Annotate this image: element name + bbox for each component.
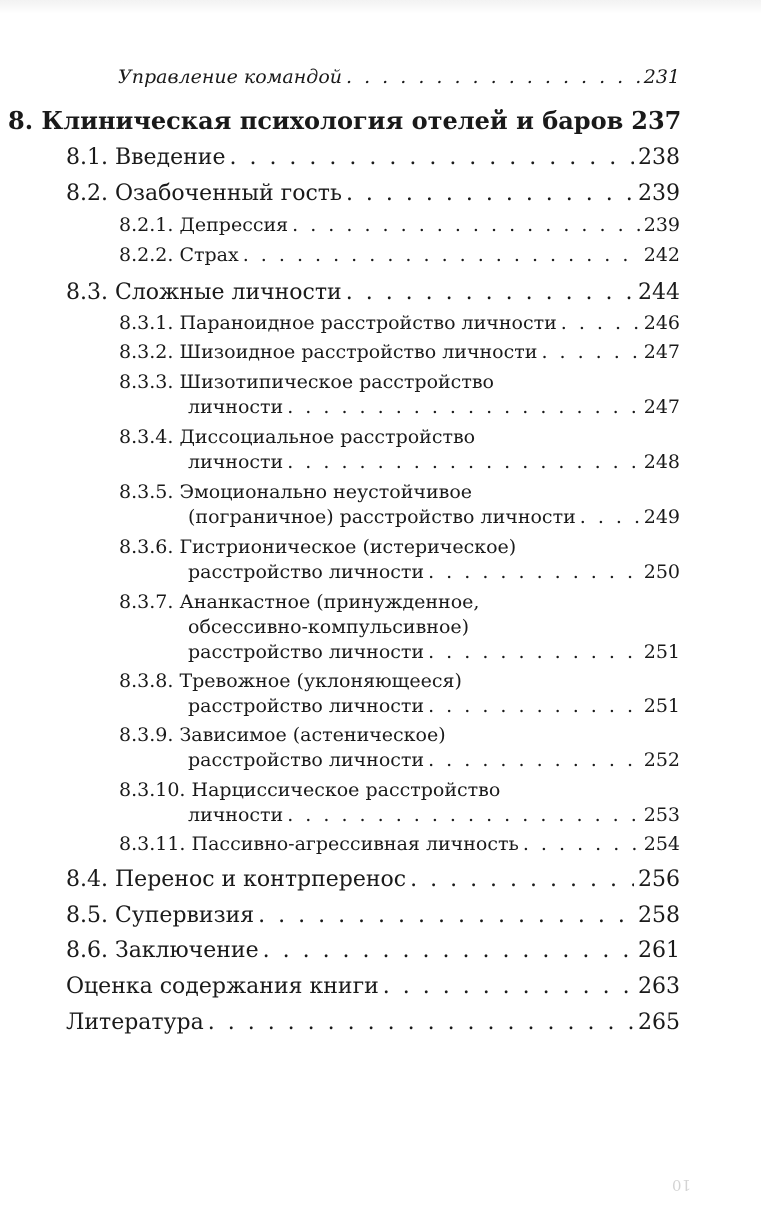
dot-leader [229,145,634,170]
dot-leader [428,641,640,663]
toc-title: Введение [114,145,226,170]
toc-entry-literature[interactable] [66,1010,680,1035]
page-number: 239 [643,214,680,236]
page-number: 247 [643,396,680,418]
section-number: 8.4. [66,867,108,892]
page-number: 246 [643,312,680,334]
dot-leader [383,974,634,999]
toc-title: Перенос и контрперенос [114,867,407,892]
toc-title: Озабоченный гость [114,181,342,206]
page-number: 261 [638,938,680,963]
section-number: 8.3.4. [119,426,174,448]
page-number: 237 [631,106,682,135]
page-number: 251 [643,695,680,717]
toc-entry-8-1[interactable] [66,145,680,170]
page-number: 249 [643,506,680,528]
page-number: 231 [643,66,680,88]
toc-title-line-2: расстройство личности [188,695,425,717]
page-number: 253 [643,804,680,826]
toc-entry-8-3-1[interactable] [119,312,680,334]
page-number: 244 [638,280,680,305]
toc-title-line-2: личности [188,451,284,473]
toc-title-line-2: расстройство личности [188,561,425,583]
toc-entry-8-3-3[interactable] [119,371,680,418]
toc-entry-8-3-8[interactable] [119,670,680,717]
toc-entry-8-6[interactable] [66,938,680,963]
dot-leader [428,695,640,717]
toc-title: Литература [66,1010,204,1035]
page-number: 242 [643,244,680,266]
toc-title-line-2: (пограничное) расстройство личности [188,506,576,528]
section-number: 8.3.5. [119,481,174,503]
toc-title-line-1: Шизотипическое расстройство [179,371,494,393]
toc-entry-8-3[interactable] [66,280,680,305]
section-number: 8.3.9. [119,724,174,746]
dot-leader [541,341,639,363]
page-number: 265 [638,1010,680,1035]
section-number: 8.3.10. [119,779,186,801]
section-number: 8.3.7. [119,591,174,613]
toc-entry-8-4[interactable] [66,867,680,892]
toc-entry-8-3-7[interactable] [119,591,680,663]
page-number: 248 [643,451,680,473]
section-number: 8.1. [66,145,108,170]
dot-leader [263,938,634,963]
bleed-through-page-mark: 10 [672,1176,692,1194]
toc-title-line-1: Нарциссическое расстройство [191,779,501,801]
toc-title-line-2: личности [188,804,284,826]
section-number: 8.2. [66,181,108,206]
toc-title: Супервизия [114,903,255,928]
section-number: 8.2.2. [119,244,174,266]
section-number: 8.5. [66,903,108,928]
page-number: 256 [638,867,680,892]
dot-leader [243,244,640,266]
toc-entry-8-3-4[interactable] [119,426,680,473]
toc-title-line-2: обсессивно-компульсивное) [188,616,470,638]
dot-leader [428,749,640,771]
dot-leader [208,1010,634,1035]
page-number: 250 [643,561,680,583]
page-number: 239 [638,181,680,206]
toc-title: 8. Клиническая психология отелей и баров [8,106,624,135]
dot-leader [292,214,640,236]
toc-title-line-3: расстройство личности [188,641,425,663]
dot-leader [287,451,640,473]
dot-leader [346,280,634,305]
page-number: 263 [638,974,680,999]
dot-leader [410,867,634,892]
section-number: 8.3.1. [119,312,174,334]
section-number: 8.3.3. [119,371,174,393]
toc-entry-8-3-10[interactable] [119,779,680,826]
dot-leader [258,903,634,928]
page-number: 258 [638,903,680,928]
toc-title: Сложные личности [114,280,342,305]
toc-title: Пассивно-агрессивная личность [191,833,519,855]
toc-title-line-1: Тревожное (уклоняющееся) [179,670,462,692]
toc-title: Страх [179,244,239,266]
page-number: 254 [643,833,680,855]
toc-title-line-1: Ананкастное (принужденное, [179,591,480,613]
dot-leader [523,833,640,855]
section-number: 8.2.1. [119,214,174,236]
section-number: 8.3.2. [119,341,174,363]
page-edge [0,0,761,14]
page-number: 238 [638,145,680,170]
dot-leader [346,66,640,88]
toc-entry-8-3-9[interactable] [119,724,680,771]
dot-leader [287,396,640,418]
toc-entry-8-3-2[interactable] [119,341,680,363]
page-number: 252 [643,749,680,771]
toc-title: Шизоидное расстройство личности [179,341,538,363]
toc-title: Депрессия [179,214,289,236]
toc-title-line-1: Эмоционально неустойчивое [179,481,473,503]
toc-entry-8-2-2[interactable] [119,244,680,266]
dot-leader [428,561,640,583]
toc-title-line-2: личности [188,396,284,418]
section-number: 8.6. [66,938,108,963]
toc-title: Параноидное расстройство личности [179,312,557,334]
dot-leader [580,506,640,528]
dot-leader [287,804,640,826]
toc-title: Управление командой [118,66,342,88]
toc-title: Заключение [114,938,259,963]
dot-leader [561,312,640,334]
toc-title-line-1: Диссоциальное расстройство [179,426,476,448]
toc-entry-book-evaluation[interactable] [66,974,680,999]
section-number: 8.3.6. [119,536,174,558]
toc-title: Оценка содержания книги [66,974,379,999]
toc-title-line-1: Гистрионическое (истерическое) [179,536,517,558]
toc-entry-8-3-6[interactable] [119,536,680,583]
toc-entry-team-management[interactable] [118,66,680,88]
toc-chapter-8[interactable] [8,106,680,135]
toc-entry-8-2[interactable] [66,181,680,206]
section-number: 8.3.11. [119,833,186,855]
dot-leader [346,181,634,206]
toc-entry-8-3-11[interactable] [119,833,680,855]
page-number: 247 [643,341,680,363]
toc-entry-8-3-5[interactable] [119,481,680,528]
toc-entry-8-5[interactable] [66,903,680,928]
section-number: 8.3.8. [119,670,174,692]
section-number: 8.3. [66,280,108,305]
toc-title-line-1: Зависимое (астеническое) [179,724,446,746]
page-number: 251 [643,641,680,663]
toc-title-line-2: расстройство личности [188,749,425,771]
toc-entry-8-2-1[interactable] [119,214,680,236]
